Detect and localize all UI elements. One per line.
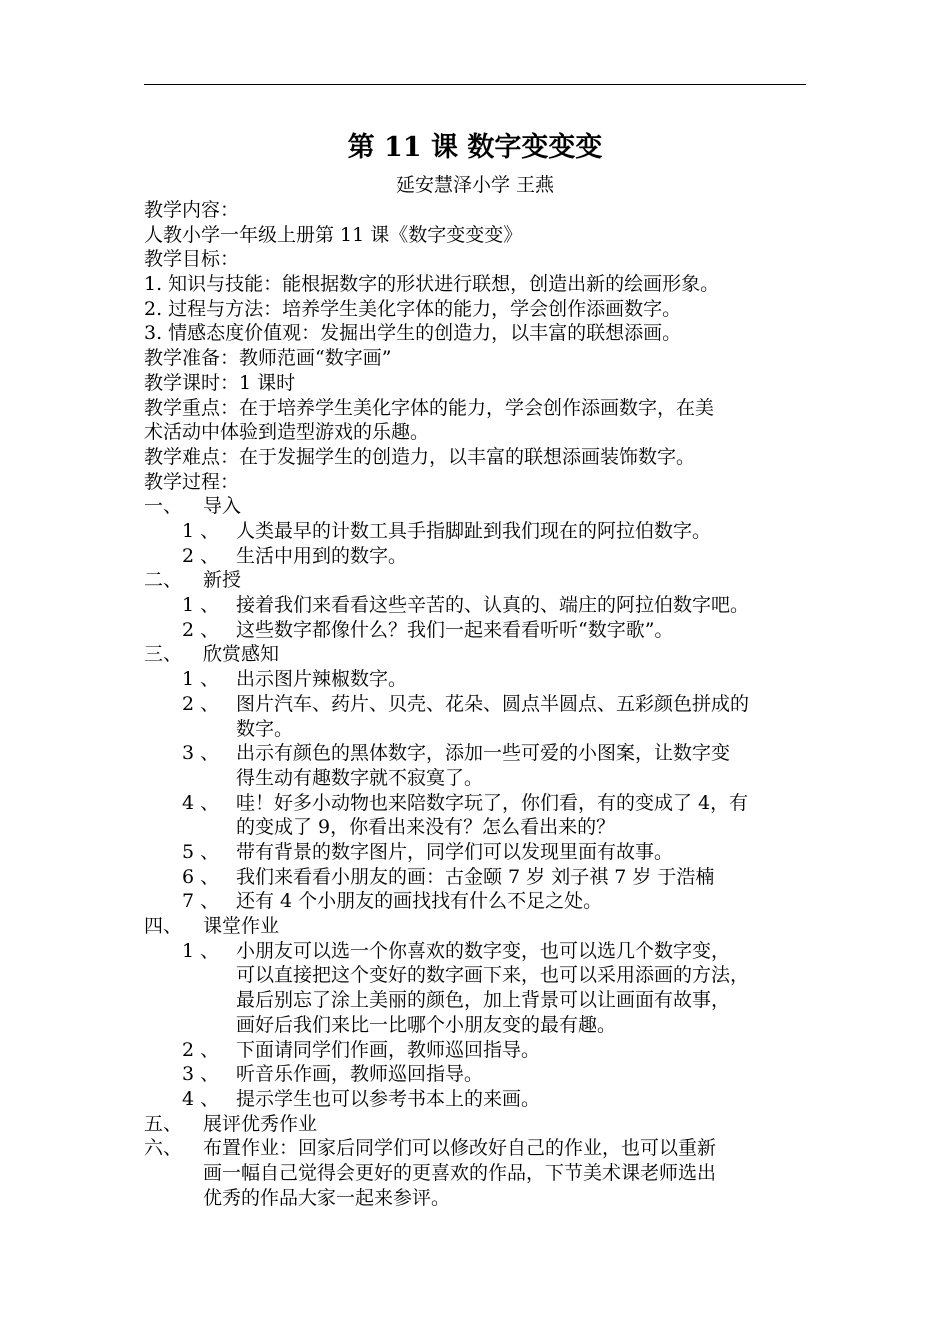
list-item	[144, 889, 824, 914]
item-text: 出示图片辣椒数字。	[236, 668, 408, 691]
item-number: 4 、	[182, 791, 220, 814]
list-item	[144, 519, 824, 544]
objective-1: 1. 知识与技能：能根据数字的形状进行联想，创造出新的绘画形象。	[144, 273, 720, 296]
header-rule	[144, 84, 806, 85]
item-number: 3 、	[182, 1063, 220, 1086]
item-number: 5 、	[182, 840, 220, 863]
item-number: 2 、	[182, 618, 220, 641]
item-text-continued: 画好后我们来比一比哪个小朋友变的最有趣。	[236, 1013, 617, 1036]
list-item	[144, 1062, 824, 1087]
item-text: 听音乐作画，教师巡回指导。	[236, 1063, 484, 1086]
content-heading: 教学内容：	[144, 199, 240, 221]
item-text: 生活中用到的数字。	[236, 544, 408, 567]
preparation-line: 教学准备：教师范画“数字画”	[144, 347, 392, 370]
class-hours-line: 教学课时：1 课时	[144, 371, 296, 394]
key-point-line-2: 术活动中体验到造型游戏的乐趣。	[144, 421, 430, 444]
item-text: 小朋友可以选一个你喜欢的数字变，也可以选几个数字变，	[236, 939, 731, 962]
item-number: 2 、	[182, 692, 220, 715]
objective-2: 2. 过程与方法：培养学生美化字体的能力，学会创作添画数字。	[144, 297, 682, 320]
section-heading	[144, 1112, 824, 1137]
list-item	[144, 1087, 824, 1112]
section-mark: 四、	[144, 915, 183, 938]
item-text: 提示学生也可以参考书本上的来画。	[236, 1087, 541, 1110]
item-text-continued: 的变成了 9，你看出来没有？怎么看出来的？	[236, 816, 616, 839]
item-number: 1 、	[182, 668, 220, 691]
item-text: 下面请同学们作画，教师巡回指导。	[236, 1038, 541, 1061]
key-point-line-1: 教学重点：在于培养学生美化字体的能力，学会创作添画数字，在美	[144, 396, 715, 419]
lesson-title: 第 11 课 数字变变变	[347, 132, 603, 163]
item-number: 4 、	[182, 1087, 220, 1110]
item-text: 哇！好多小动物也来陪数字玩了，你们看，有的变成了 4，有	[236, 791, 749, 814]
item-text: 还有 4 个小朋友的画找找有什么不足之处。	[236, 890, 603, 913]
difficulty-line: 教学难点：在于发掘学生的创造力，以丰富的联想添画装饰数字。	[144, 445, 696, 468]
section-mark: 五、	[144, 1112, 183, 1135]
section-heading	[144, 914, 824, 939]
homework-section	[144, 1136, 824, 1210]
item-number: 1 、	[182, 519, 220, 542]
item-text-continued: 最后别忘了涂上美丽的颜色，加上背景可以让画面有故事，	[236, 989, 731, 1012]
list-item	[144, 593, 824, 618]
item-text: 带有背景的数字图片，同学们可以发现里面有故事。	[236, 840, 674, 863]
homework-text-continued: 画一幅自己觉得会更好的更喜欢的作品，下节美术课老师选出	[203, 1161, 717, 1184]
item-text: 这些数字都像什么？我们一起来看看听听“数字歌”。	[236, 618, 674, 641]
section-title: 新授	[203, 569, 242, 592]
section-heading	[144, 494, 824, 519]
item-text: 图片汽车、药片、贝壳、花朵、圆点半圆点、五彩颜色拼成的	[236, 692, 750, 715]
item-text-continued: 得生动有趣数字就不寂寞了。	[236, 766, 484, 789]
section-title: 导入	[203, 495, 242, 518]
item-text: 人类最早的计数工具手指脚趾到我们现在的阿拉伯数字。	[236, 519, 712, 542]
homework-text: 布置作业：回家后同学们可以修改好自己的作业，也可以重新	[203, 1137, 717, 1160]
item-text: 出示有颜色的黑体数字，添加一些可爱的小图案，让数字变	[236, 742, 731, 765]
item-text: 接着我们来看看这些辛苦的、认真的、端庄的阿拉伯数字吧。	[236, 594, 750, 617]
list-item	[144, 865, 824, 890]
list-item	[144, 544, 824, 569]
section-title: 展评优秀作业	[203, 1112, 318, 1135]
section-mark: 三、	[144, 643, 183, 666]
item-text-continued: 可以直接把这个变好的数字画下来，也可以采用添画的方法，	[236, 964, 750, 987]
homework-text-continued: 优秀的作品大家一起来参评。	[203, 1186, 451, 1209]
item-text-continued: 数字。	[236, 717, 294, 740]
document-body	[144, 198, 824, 1210]
list-item	[144, 618, 824, 643]
item-text: 我们来看看小朋友的画：古金颐 7 岁 刘子祺 7 岁 于浩楠	[236, 865, 715, 888]
list-item	[144, 741, 824, 790]
item-number: 3 、	[182, 742, 220, 765]
objective-3: 3. 情感态度价值观：发掘出学生的创造力，以丰富的联想添画。	[144, 322, 682, 345]
section-title: 课堂作业	[203, 915, 280, 938]
section-mark: 一、	[144, 495, 183, 518]
item-number: 2 、	[182, 544, 220, 567]
item-number: 1 、	[182, 939, 220, 962]
list-item	[144, 939, 824, 1038]
process-heading: 教学过程：	[144, 470, 240, 493]
item-number: 1 、	[182, 594, 220, 617]
content-text: 人教小学一年级上册第 11 课《数字变变变》	[144, 223, 523, 246]
section-mark: 二、	[144, 569, 183, 592]
author-line: 延安慧泽小学 王燕	[395, 174, 555, 196]
objectives-heading: 教学目标：	[144, 248, 240, 271]
list-item	[144, 667, 824, 692]
section-mark: 六、	[144, 1137, 183, 1160]
section-title: 欣赏感知	[203, 643, 280, 666]
item-number: 2 、	[182, 1038, 220, 1061]
item-number: 7 、	[182, 890, 220, 913]
item-number: 6 、	[182, 865, 220, 888]
list-item	[144, 791, 824, 840]
list-item	[144, 692, 824, 741]
list-item	[144, 1038, 824, 1063]
section-heading	[144, 642, 824, 667]
list-item	[144, 840, 824, 865]
section-heading	[144, 568, 824, 593]
